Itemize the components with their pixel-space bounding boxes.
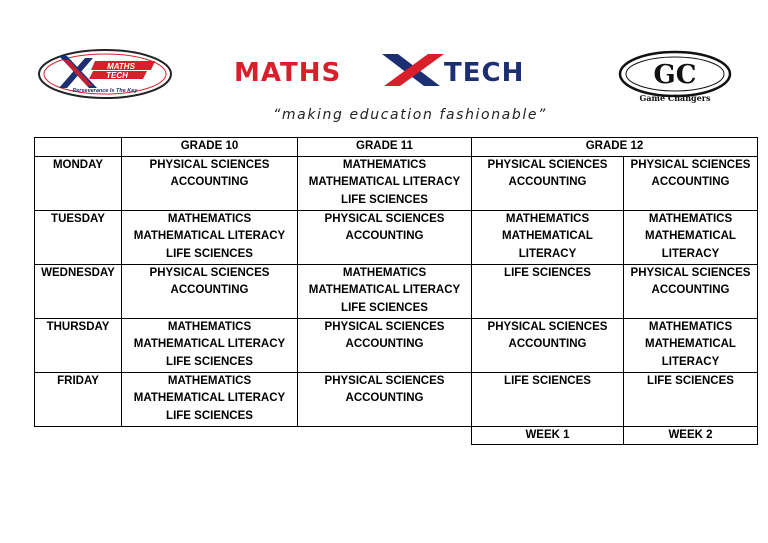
day-label: WEDNESDAY bbox=[35, 264, 122, 318]
day-label: THURSDAY bbox=[35, 318, 122, 372]
game-changers-logo bbox=[616, 50, 734, 106]
subject-text: MATHEMATICS bbox=[167, 320, 252, 333]
timetable-body bbox=[35, 156, 758, 426]
subject-text: MATHEMATICAL LITERACY bbox=[308, 176, 461, 188]
cell-grade-11 bbox=[298, 372, 472, 426]
subject-text: PHYSICAL SCIENCES bbox=[630, 266, 751, 279]
subject-text: LIFE SCIENCES bbox=[166, 355, 253, 368]
cell-grade-12-week-2 bbox=[624, 156, 758, 210]
subject-text: ACCOUNTING bbox=[651, 284, 730, 296]
subject-text: LIFE SCIENCES bbox=[341, 193, 428, 206]
subject-text: PHYSICAL SCIENCES bbox=[630, 158, 751, 171]
subject-text: MATHEMATICS bbox=[342, 266, 427, 279]
subject-text: MATHEMATICAL LITERACY bbox=[308, 284, 461, 296]
logo-left-motto: Perseverance Is The Key bbox=[72, 88, 138, 94]
cell-grade-10 bbox=[122, 318, 298, 372]
cell-grade-11 bbox=[298, 318, 472, 372]
subject-text: MATHEMATICAL LITERACY bbox=[133, 230, 286, 242]
subject-text: MATHEMATICAL bbox=[645, 338, 736, 350]
subject-text: PHYSICAL SCIENCES bbox=[149, 266, 270, 279]
subject-text: LITERACY bbox=[518, 247, 577, 260]
header-row bbox=[35, 138, 758, 157]
subject-text: LITERACY bbox=[661, 247, 720, 260]
subject-text: ACCOUNTING bbox=[170, 176, 249, 188]
subject-text: ACCOUNTING bbox=[508, 176, 587, 188]
timetable bbox=[34, 137, 758, 445]
day-label: MONDAY bbox=[35, 156, 122, 210]
subject-text: LITERACY bbox=[661, 355, 720, 368]
subject-text: PHYSICAL SCIENCES bbox=[324, 374, 445, 387]
footer-row bbox=[35, 426, 758, 445]
subject-text: PHYSICAL SCIENCES bbox=[487, 320, 608, 333]
subject-text: MATHEMATICS bbox=[505, 212, 590, 225]
subject-text: ACCOUNTING bbox=[345, 338, 424, 350]
cell-grade-11 bbox=[298, 156, 472, 210]
logo-right-name: Game Changers bbox=[639, 93, 711, 103]
cell-grade-12-week-1 bbox=[472, 318, 624, 372]
cell-grade-12-week-2 bbox=[624, 318, 758, 372]
logo-left-line2: TECH bbox=[106, 71, 128, 80]
footer-week-2: WEEK 2 bbox=[624, 426, 758, 445]
tagline: “making education fashionable” bbox=[273, 107, 547, 123]
table-row bbox=[35, 264, 758, 318]
subject-text: LIFE SCIENCES bbox=[647, 374, 734, 387]
subject-text: MATHEMATICAL bbox=[502, 230, 593, 242]
subject-text: ACCOUNTING bbox=[508, 338, 587, 350]
maths-tech-logo bbox=[37, 48, 173, 100]
gc-seal-icon bbox=[654, 60, 697, 90]
header-grade-11: GRADE 11 bbox=[298, 138, 472, 157]
cell-grade-11 bbox=[298, 264, 472, 318]
cell-grade-10 bbox=[122, 156, 298, 210]
subject-text: MATHEMATICS bbox=[167, 374, 252, 387]
cell-grade-12-week-2 bbox=[624, 264, 758, 318]
subject-text: MATHEMATICS bbox=[648, 212, 733, 225]
subject-text: ACCOUNTING bbox=[345, 230, 424, 242]
subject-text: MATHEMATICS bbox=[648, 320, 733, 333]
subject-text: PHYSICAL SCIENCES bbox=[324, 212, 445, 225]
logo-right-initials: GC bbox=[653, 60, 697, 90]
cell-grade-10 bbox=[122, 264, 298, 318]
subject-text: MATHEMATICAL LITERACY bbox=[133, 392, 286, 404]
maths-tech-wordmark bbox=[232, 52, 554, 88]
subject-text: MATHEMATICAL bbox=[645, 230, 736, 242]
footer-week-1: WEEK 1 bbox=[472, 426, 624, 445]
cell-grade-12-week-1 bbox=[472, 264, 624, 318]
subject-text: PHYSICAL SCIENCES bbox=[487, 158, 608, 171]
header-corner bbox=[35, 138, 122, 157]
table-row bbox=[35, 210, 758, 264]
day-label: FRIDAY bbox=[35, 372, 122, 426]
day-label: TUESDAY bbox=[35, 210, 122, 264]
cell-grade-12-week-1 bbox=[472, 210, 624, 264]
cell-grade-10 bbox=[122, 372, 298, 426]
table-row bbox=[35, 318, 758, 372]
subject-text: ACCOUNTING bbox=[345, 392, 424, 404]
table-row bbox=[35, 372, 758, 426]
header-grade-12: GRADE 12 bbox=[472, 138, 758, 157]
brand-x-icon bbox=[382, 54, 444, 86]
brand-left-text: MATHS bbox=[234, 58, 342, 88]
subject-text: LIFE SCIENCES bbox=[341, 301, 428, 314]
subject-text: ACCOUNTING bbox=[170, 284, 249, 296]
subject-text: MATHEMATICS bbox=[342, 158, 427, 171]
cell-grade-12-week-1 bbox=[472, 156, 624, 210]
subject-text: ACCOUNTING bbox=[651, 176, 730, 188]
subject-text: PHYSICAL SCIENCES bbox=[324, 320, 445, 333]
table-row bbox=[35, 156, 758, 210]
cell-grade-12-week-2 bbox=[624, 210, 758, 264]
subject-text: MATHEMATICAL LITERACY bbox=[133, 338, 286, 350]
subject-text: LIFE SCIENCES bbox=[166, 409, 253, 422]
cell-grade-10 bbox=[122, 210, 298, 264]
subject-text: LIFE SCIENCES bbox=[504, 266, 591, 279]
cell-grade-12-week-2 bbox=[624, 372, 758, 426]
subject-text: MATHEMATICS bbox=[167, 212, 252, 225]
subject-text: PHYSICAL SCIENCES bbox=[149, 158, 270, 171]
header-grade-10: GRADE 10 bbox=[122, 138, 298, 157]
subject-text: LIFE SCIENCES bbox=[166, 247, 253, 260]
brand-right-text: TECH bbox=[444, 58, 525, 88]
subject-text: LIFE SCIENCES bbox=[504, 374, 591, 387]
logo-left-line1: MATHS bbox=[107, 62, 135, 71]
cell-grade-12-week-1 bbox=[472, 372, 624, 426]
cell-grade-11 bbox=[298, 210, 472, 264]
footer-spacer bbox=[35, 426, 472, 445]
